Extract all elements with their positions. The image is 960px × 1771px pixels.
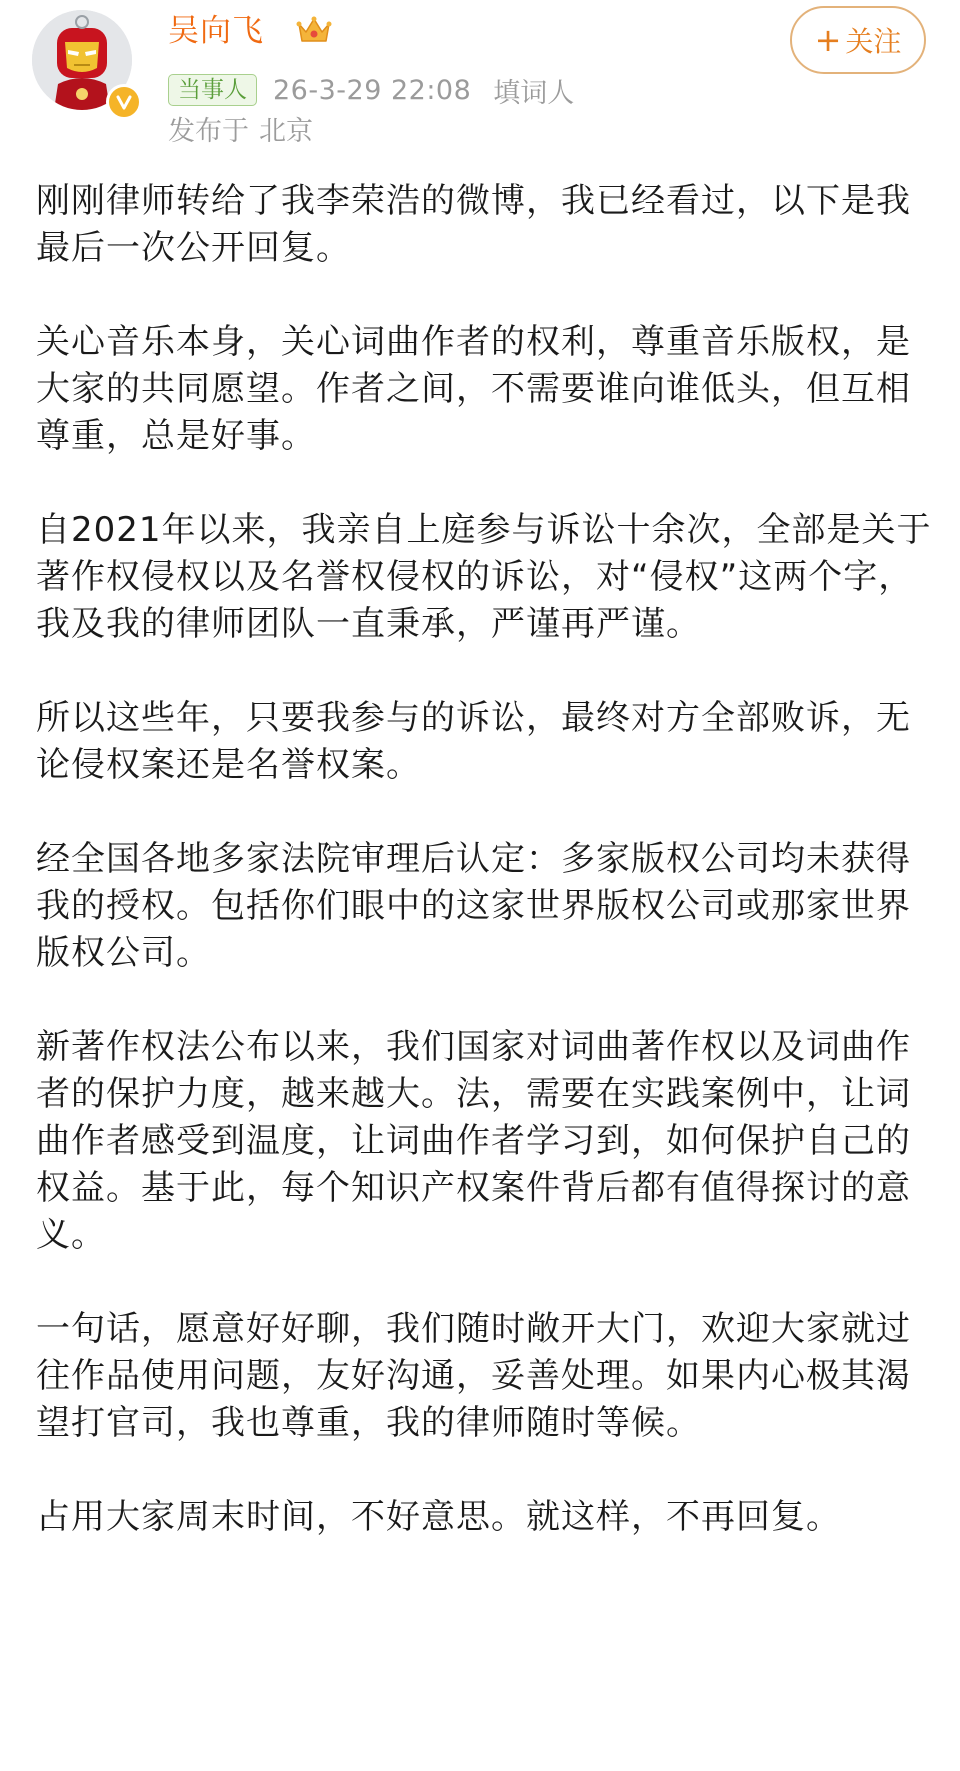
post-paragraph: 刚刚律师转给了我李荣浩的微博，我已经看过，以下是我最后一次公开回复。 [36,181,911,268]
post-header [0,0,960,150]
location-prefix: 发布于 [168,116,249,147]
plus-icon: + [814,21,842,59]
post-source: 填词人 [493,77,575,109]
location: 北京 [259,116,313,147]
post-paragraph: 所以这些年，只要我参与的诉讼，最终对方全部败诉，无论侵权案还是名誉权案。 [36,698,911,785]
post-paragraph: 经全国各地多家法院审理后认定：多家版权公司均未获得我的授权。包括你们眼中的这家世界版权公司或那家世界版权公司。 [36,839,911,973]
follow-button-label: 关注 [845,25,902,58]
post-time: 26-3-29 22:08 [273,74,472,106]
post-paragraph: 占用大家周末时间，不好意思。就这样，不再回复。 [36,1497,841,1537]
follow-button[interactable] [790,6,926,74]
post-body [36,178,932,1541]
crown-icon [296,14,332,46]
post-paragraph: 一句话，愿意好好聊，我们随时敞开大门，欢迎大家就过往作品使用问题，友好沟通，妥善处理。如果内心极其渴望打官司，我也尊重，我的律师随时等候。 [36,1309,911,1443]
user-name[interactable]: 吴向飞 [168,13,264,49]
party-tag: 当事人 [168,74,257,106]
location-line [168,114,313,150]
avatar-container[interactable] [32,10,144,122]
post-meta [168,72,574,108]
post-paragraph: 自2021年以来，我亲自上庭参与诉讼十余次，全部是关于著作权侵权以及名誉权侵权的诉讼，对“侵权”这两个字，我及我的律师团队一直秉承，严谨再严谨。 [36,510,932,644]
post-paragraph: 新著作权法公布以来，我们国家对词曲著作权以及词曲作者的保护力度，越来越大。法，需要在实践案例中，让词曲作者感受到温度，让词曲作者学习到，如何保护自己的权益。基于此，每个知识产权案件背后都有值得探讨的意义。 [36,1027,911,1255]
verified-v-badge-icon [106,84,142,120]
post-paragraph: 关心音乐本身，关心词曲作者的权利，尊重音乐版权，是大家的共同愿望。作者之间，不需要谁向谁低头，但互相尊重，总是好事。 [36,322,911,456]
